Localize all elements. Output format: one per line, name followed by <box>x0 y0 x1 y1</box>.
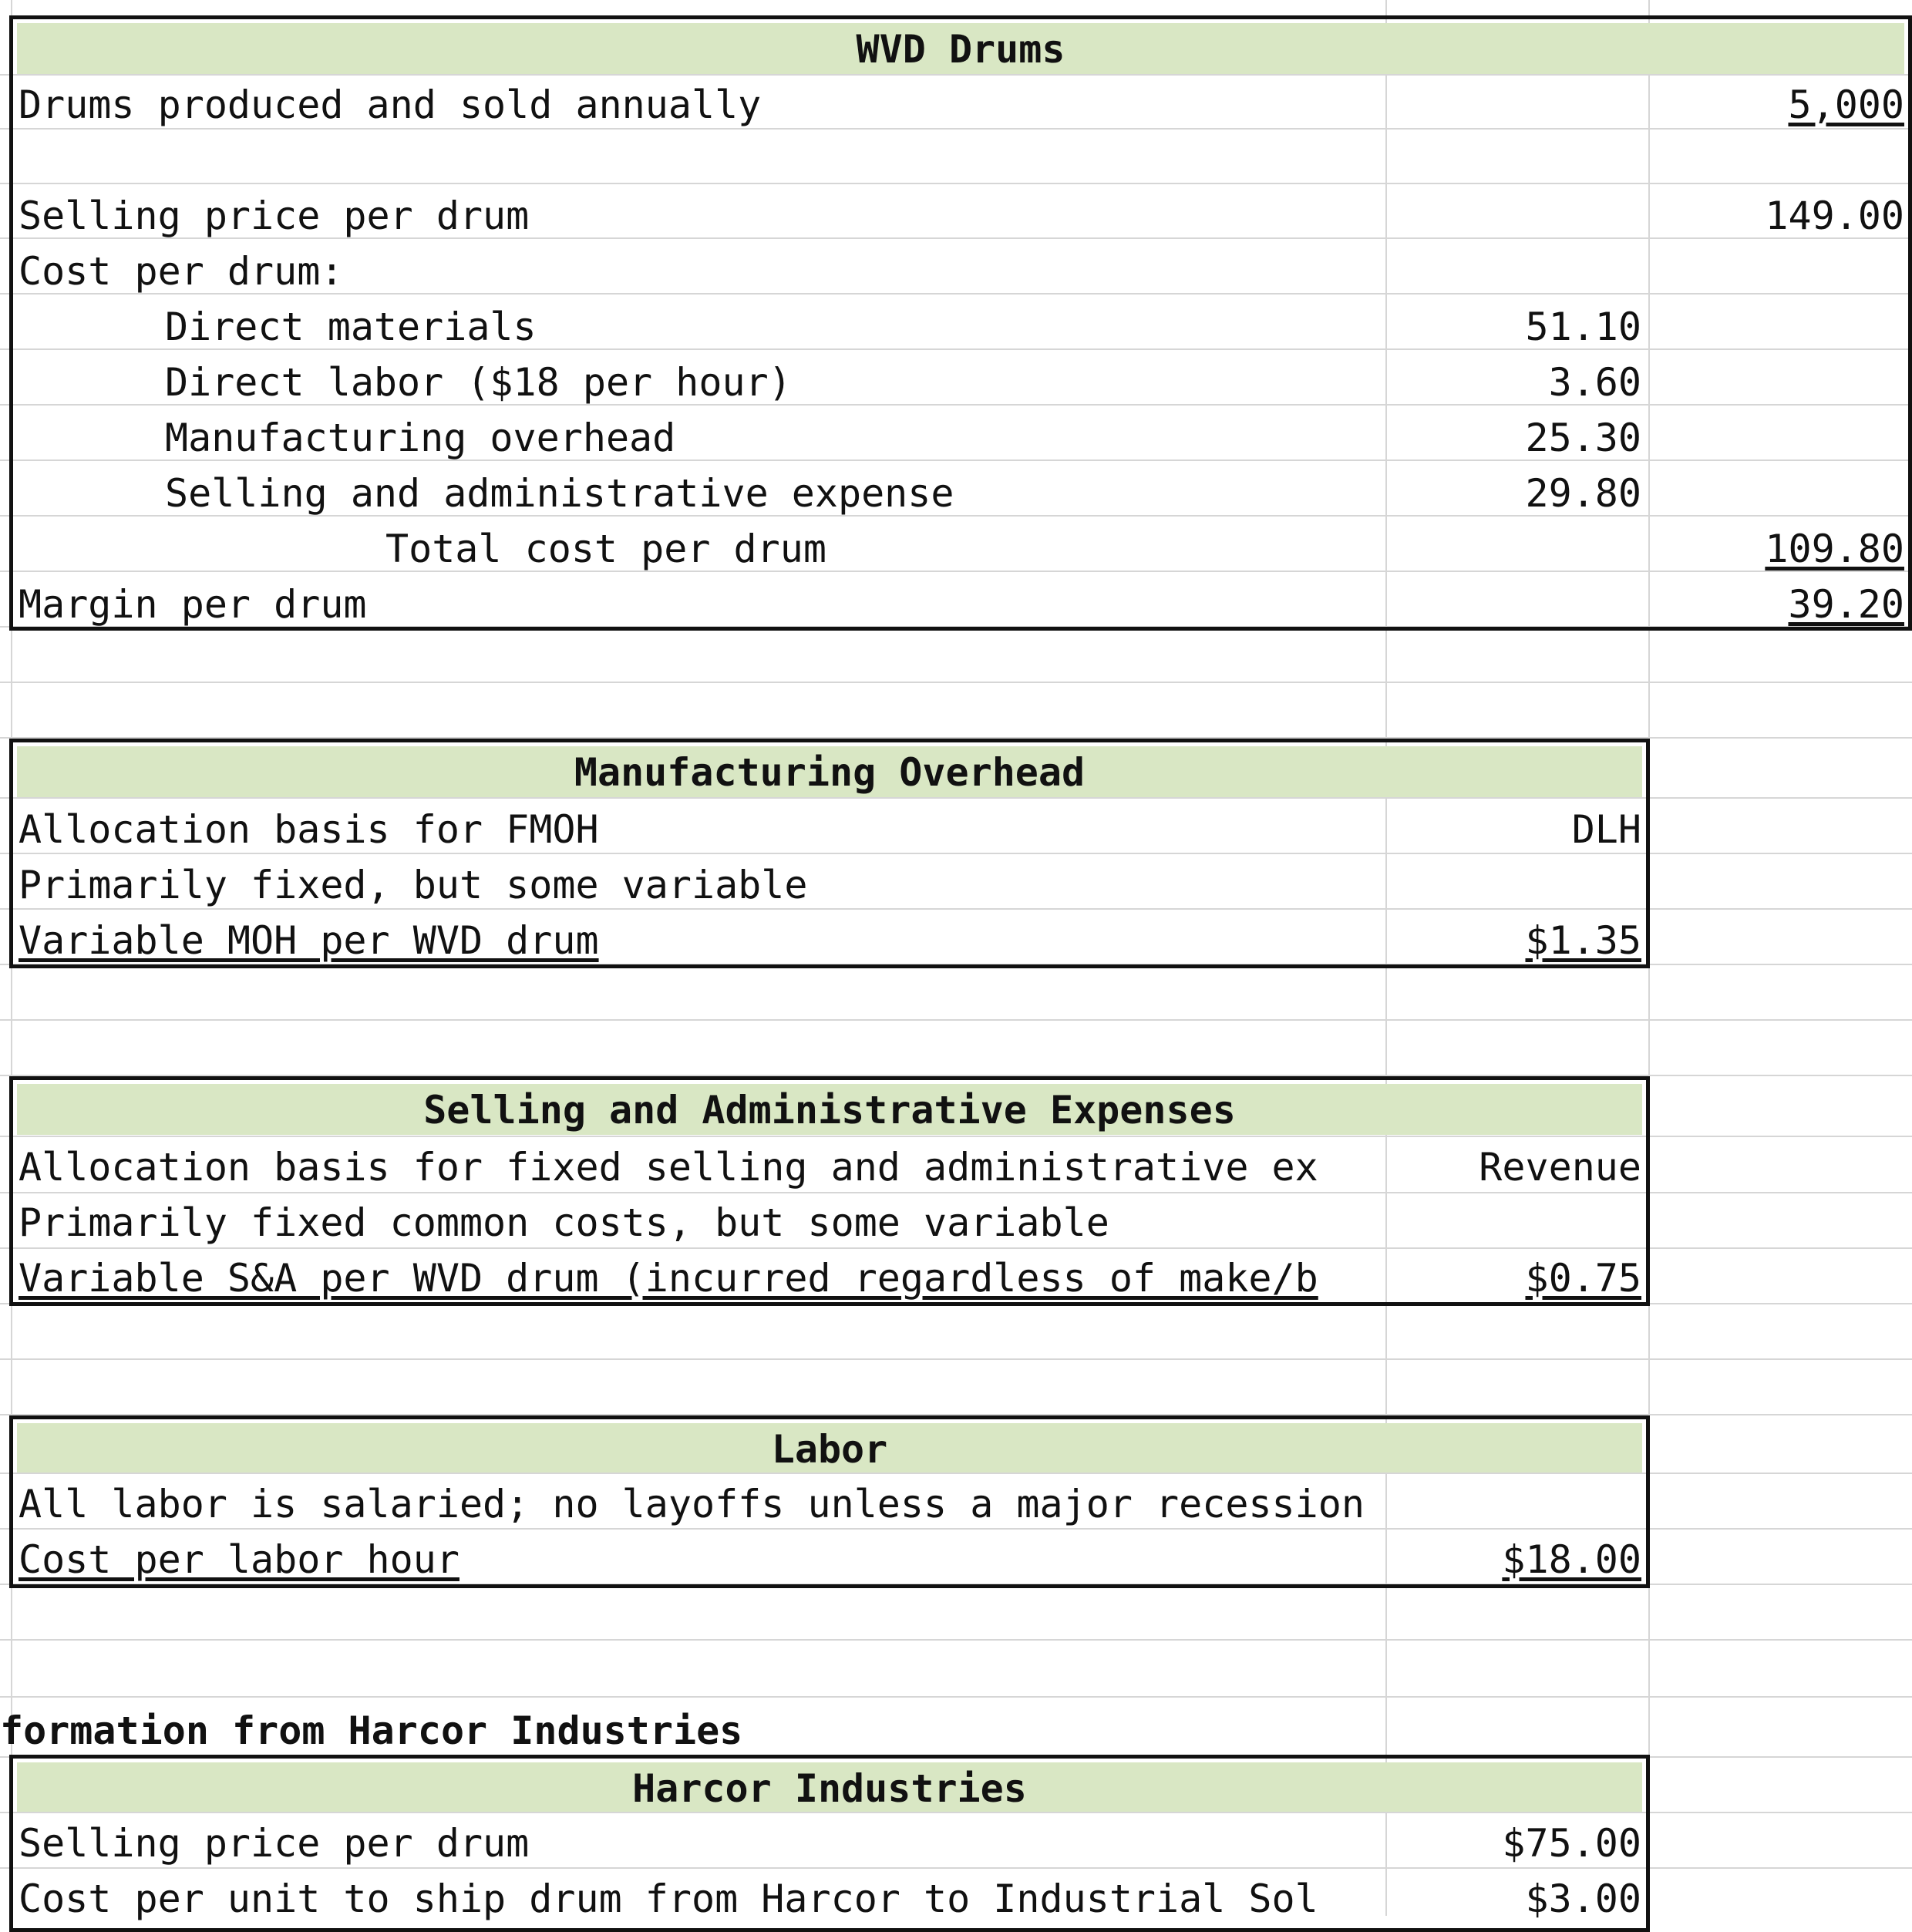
wvd-row-label: Total cost per drum <box>385 527 826 571</box>
wvd-row-label: Drums produced and sold annually <box>19 82 762 127</box>
sa-title: Selling and Administrative Expenses <box>17 1084 1642 1135</box>
harcor-row-value[interactable]: $75.00 <box>1502 1821 1641 1866</box>
wvd-drums-title: WVD Drums <box>17 23 1904 74</box>
wvd-row-label: Selling price per drum <box>19 194 530 238</box>
grid-row-line <box>0 1019 1912 1021</box>
wvd-row-subvalue[interactable]: 3.60 <box>1548 360 1641 405</box>
labor-row-value[interactable]: $18.00 <box>1502 1537 1641 1582</box>
labor-title: Labor <box>17 1423 1642 1473</box>
moh-row-value[interactable]: $1.35 <box>1525 918 1641 963</box>
wvd-row-label: Direct materials <box>165 305 537 349</box>
labor-row-label: All labor is salaried; no layoffs unless a major recession <box>19 1482 1365 1526</box>
grid-row-line <box>0 1639 1912 1641</box>
wvd-row-value[interactable]: 5,000 <box>1788 82 1904 127</box>
wvd-row-subvalue[interactable]: 29.80 <box>1525 471 1641 516</box>
wvd-row-value[interactable]: 149.00 <box>1765 194 1904 238</box>
grid-row-line <box>0 1696 1912 1698</box>
wvd-row-label: Margin per drum <box>19 582 367 627</box>
moh-row-label: Variable MOH per WVD drum <box>19 918 599 963</box>
sa-row-label: Primarily fixed common costs, but some variable <box>19 1200 1109 1245</box>
harcor-row-label: Cost per unit to ship drum from Harcor to Industrial Sol <box>19 1876 1318 1921</box>
harcor-row-label: Selling price per drum <box>19 1821 530 1866</box>
wvd-row-label: Selling and administrative expense <box>165 471 954 516</box>
wvd-row-subvalue[interactable]: 51.10 <box>1525 305 1641 349</box>
sa-row-label: Allocation basis for fixed selling and administrative ex <box>19 1145 1318 1190</box>
wvd-row-label: Cost per drum: <box>19 249 344 294</box>
wvd-row-label: Manufacturing overhead <box>165 416 676 460</box>
wvd-row-label: Direct labor ($18 per hour) <box>165 360 792 405</box>
harcor-title: Harcor Industries <box>17 1762 1642 1812</box>
harcor-section-label: formation from Harcor Industries <box>0 1708 743 1753</box>
wvd-row-value[interactable]: 39.20 <box>1788 582 1904 627</box>
sa-row-value[interactable]: Revenue <box>1479 1145 1641 1190</box>
moh-row-value[interactable]: DLH <box>1571 807 1641 852</box>
sa-row-value[interactable]: $0.75 <box>1525 1256 1641 1301</box>
moh-title: Manufacturing Overhead <box>17 746 1642 797</box>
moh-row-label: Allocation basis for FMOH <box>19 807 599 852</box>
sa-row-label: Variable S&A per WVD drum (incurred regardless of make/b <box>19 1256 1318 1301</box>
labor-row-label: Cost per labor hour <box>19 1537 459 1582</box>
grid-row-line <box>0 682 1912 683</box>
moh-row-label: Primarily fixed, but some variable <box>19 863 808 907</box>
harcor-row-value[interactable]: $3.00 <box>1525 1876 1641 1921</box>
grid-row-line <box>0 1358 1912 1360</box>
wvd-row-subvalue[interactable]: 25.30 <box>1525 416 1641 460</box>
wvd-row-value[interactable]: 109.80 <box>1765 527 1904 571</box>
